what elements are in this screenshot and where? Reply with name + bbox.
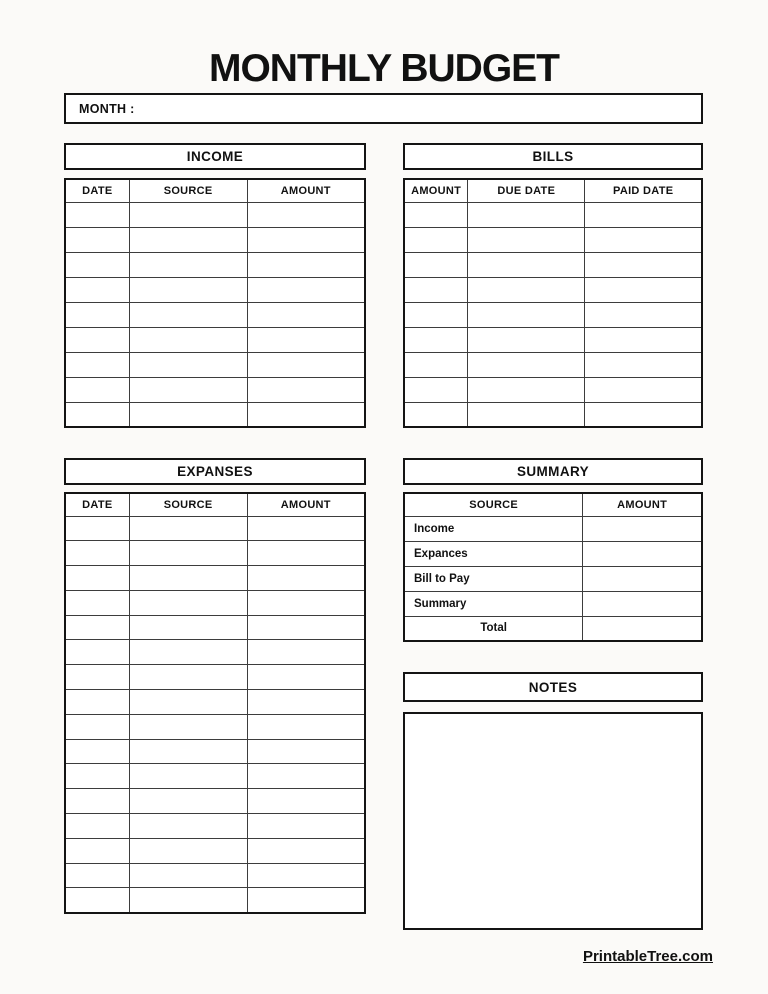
empty-cell: [65, 863, 129, 888]
empty-cell: [65, 227, 129, 252]
empty-cell: [247, 377, 365, 402]
expanses-col-source: SOURCE: [129, 493, 247, 516]
empty-row: [65, 640, 365, 665]
empty-row: [65, 202, 365, 227]
empty-cell: [129, 665, 247, 690]
empty-cell: [468, 352, 585, 377]
empty-cell: [247, 352, 365, 377]
empty-cell: [129, 789, 247, 814]
bills-col-paid-date: PAID DATE: [585, 179, 702, 202]
empty-cell: [129, 714, 247, 739]
empty-cell: [65, 402, 129, 427]
expanses-section-header: [64, 458, 366, 485]
empty-cell: [247, 566, 365, 591]
empty-cell: [247, 838, 365, 863]
empty-cell: [129, 541, 247, 566]
bills-header-row: [404, 179, 702, 202]
bills-title: BILLS: [532, 149, 574, 164]
empty-cell: [129, 814, 247, 839]
empty-cell: [247, 739, 365, 764]
empty-cell: [129, 277, 247, 302]
empty-cell: [247, 888, 365, 913]
empty-row: [404, 327, 702, 352]
empty-row: [65, 352, 365, 377]
empty-cell: [129, 327, 247, 352]
empty-cell: [247, 590, 365, 615]
empty-row: [65, 516, 365, 541]
empty-cell: [65, 714, 129, 739]
empty-cell: [65, 764, 129, 789]
empty-cell: [247, 277, 365, 302]
empty-cell: [65, 789, 129, 814]
empty-cell: [468, 277, 585, 302]
summary-row-summary: [404, 591, 702, 616]
empty-row: [404, 202, 702, 227]
empty-cell: [404, 252, 468, 277]
empty-cell: [247, 227, 365, 252]
empty-cell: [247, 302, 365, 327]
bills-col-amount: AMOUNT: [404, 179, 468, 202]
expanses-col-amount: AMOUNT: [247, 493, 365, 516]
summary-amount-cell: [583, 516, 702, 541]
empty-cell: [468, 327, 585, 352]
empty-row: [404, 227, 702, 252]
empty-cell: [247, 690, 365, 715]
empty-cell: [404, 277, 468, 302]
empty-row: [65, 764, 365, 789]
summary-amount-cell: [583, 566, 702, 591]
expanses-table: [64, 492, 366, 914]
empty-row: [404, 302, 702, 327]
expanses-header-row: [65, 493, 365, 516]
empty-cell: [65, 590, 129, 615]
empty-cell: [247, 202, 365, 227]
empty-cell: [65, 739, 129, 764]
empty-cell: [247, 402, 365, 427]
empty-cell: [65, 690, 129, 715]
empty-cell: [247, 764, 365, 789]
empty-cell: [129, 252, 247, 277]
empty-cell: [404, 402, 468, 427]
summary-label-bill-to-pay: Bill to Pay: [404, 566, 583, 591]
empty-row: [65, 277, 365, 302]
summary-label-expances: Expances: [404, 541, 583, 566]
bills-table: [403, 178, 703, 428]
empty-cell: [129, 590, 247, 615]
printabletree-link[interactable]: PrintableTree.com: [582, 948, 713, 965]
empty-cell: [129, 640, 247, 665]
empty-cell: [585, 277, 702, 302]
summary-label-summary: Summary: [404, 591, 583, 616]
empty-row: [65, 838, 365, 863]
month-field: [64, 93, 703, 124]
notes-title: NOTES: [528, 679, 578, 695]
empty-cell: [585, 252, 702, 277]
empty-cell: [65, 541, 129, 566]
empty-cell: [247, 615, 365, 640]
empty-row: [404, 277, 702, 302]
summary-total-amount-cell: [583, 616, 702, 641]
summary-col-source: SOURCE: [404, 493, 583, 516]
income-table: [64, 178, 366, 428]
summary-title: SUMMARY: [516, 464, 590, 479]
empty-cell: [585, 377, 702, 402]
empty-cell: [129, 516, 247, 541]
summary-amount-cell: [583, 591, 702, 616]
empty-cell: [404, 227, 468, 252]
empty-cell: [129, 615, 247, 640]
empty-cell: [404, 377, 468, 402]
summary-table: [403, 492, 703, 642]
empty-cell: [404, 327, 468, 352]
empty-cell: [129, 202, 247, 227]
empty-row: [65, 327, 365, 352]
income-col-source: SOURCE: [129, 179, 247, 202]
empty-cell: [65, 327, 129, 352]
empty-row: [65, 541, 365, 566]
empty-cell: [468, 402, 585, 427]
empty-row: [65, 714, 365, 739]
empty-cell: [65, 252, 129, 277]
bills-section-header: [403, 143, 703, 170]
empty-cell: [129, 566, 247, 591]
empty-row: [404, 352, 702, 377]
empty-row: [65, 402, 365, 427]
empty-row: [65, 252, 365, 277]
empty-cell: [585, 302, 702, 327]
summary-row-expances: [404, 541, 702, 566]
empty-row: [65, 739, 365, 764]
empty-cell: [65, 888, 129, 913]
month-label: MONTH :: [79, 101, 135, 116]
empty-row: [65, 590, 365, 615]
empty-row: [65, 789, 365, 814]
empty-cell: [129, 888, 247, 913]
empty-row: [404, 252, 702, 277]
empty-cell: [129, 302, 247, 327]
empty-cell: [247, 252, 365, 277]
empty-cell: [129, 352, 247, 377]
empty-row: [65, 814, 365, 839]
empty-row: [65, 863, 365, 888]
income-section-header: [64, 143, 366, 170]
empty-cell: [129, 227, 247, 252]
empty-row: [404, 402, 702, 427]
empty-row: [65, 888, 365, 913]
empty-cell: [247, 327, 365, 352]
empty-cell: [65, 302, 129, 327]
expanses-title: EXPANSES: [177, 464, 253, 479]
empty-cell: [247, 814, 365, 839]
empty-row: [65, 302, 365, 327]
summary-section-header: [403, 458, 703, 485]
bills-col-due-date: DUE DATE: [468, 179, 585, 202]
empty-cell: [585, 202, 702, 227]
empty-cell: [129, 402, 247, 427]
empty-cell: [404, 202, 468, 227]
empty-cell: [65, 202, 129, 227]
summary-row-income: [404, 516, 702, 541]
empty-cell: [247, 714, 365, 739]
summary-total-label: Total: [404, 616, 583, 641]
empty-cell: [65, 277, 129, 302]
empty-row: [65, 615, 365, 640]
empty-row: [65, 690, 365, 715]
empty-cell: [129, 690, 247, 715]
empty-cell: [65, 665, 129, 690]
empty-cell: [65, 615, 129, 640]
summary-header-row: [404, 493, 702, 516]
empty-cell: [129, 863, 247, 888]
summary-amount-cell: [583, 541, 702, 566]
empty-cell: [247, 789, 365, 814]
expanses-col-date: DATE: [65, 493, 129, 516]
empty-cell: [247, 541, 365, 566]
empty-cell: [404, 352, 468, 377]
income-header-row: [65, 179, 365, 202]
empty-cell: [129, 739, 247, 764]
empty-cell: [65, 640, 129, 665]
empty-cell: [404, 302, 468, 327]
empty-row: [65, 566, 365, 591]
empty-row: [65, 377, 365, 402]
empty-row: [404, 377, 702, 402]
empty-cell: [468, 202, 585, 227]
empty-cell: [65, 352, 129, 377]
empty-cell: [468, 227, 585, 252]
empty-cell: [468, 302, 585, 327]
empty-cell: [247, 665, 365, 690]
income-col-date: DATE: [65, 179, 129, 202]
empty-cell: [585, 402, 702, 427]
empty-cell: [65, 516, 129, 541]
page-title: MONTHLY BUDGET: [208, 47, 560, 90]
summary-label-income: Income: [404, 516, 583, 541]
notes-area: [403, 712, 703, 930]
income-col-amount: AMOUNT: [247, 179, 365, 202]
empty-cell: [65, 814, 129, 839]
empty-cell: [65, 566, 129, 591]
empty-cell: [129, 764, 247, 789]
empty-cell: [65, 377, 129, 402]
empty-cell: [585, 227, 702, 252]
empty-cell: [65, 838, 129, 863]
empty-cell: [247, 516, 365, 541]
summary-row-bill-to-pay: [404, 566, 702, 591]
empty-cell: [585, 352, 702, 377]
summary-col-amount: AMOUNT: [583, 493, 702, 516]
empty-cell: [585, 327, 702, 352]
empty-cell: [129, 838, 247, 863]
income-title: INCOME: [186, 149, 244, 164]
empty-cell: [247, 640, 365, 665]
empty-cell: [129, 377, 247, 402]
empty-cell: [247, 863, 365, 888]
empty-cell: [468, 377, 585, 402]
notes-section-header: [403, 672, 703, 702]
summary-total-row: [404, 616, 702, 641]
empty-row: [65, 227, 365, 252]
empty-row: [65, 665, 365, 690]
empty-cell: [468, 252, 585, 277]
